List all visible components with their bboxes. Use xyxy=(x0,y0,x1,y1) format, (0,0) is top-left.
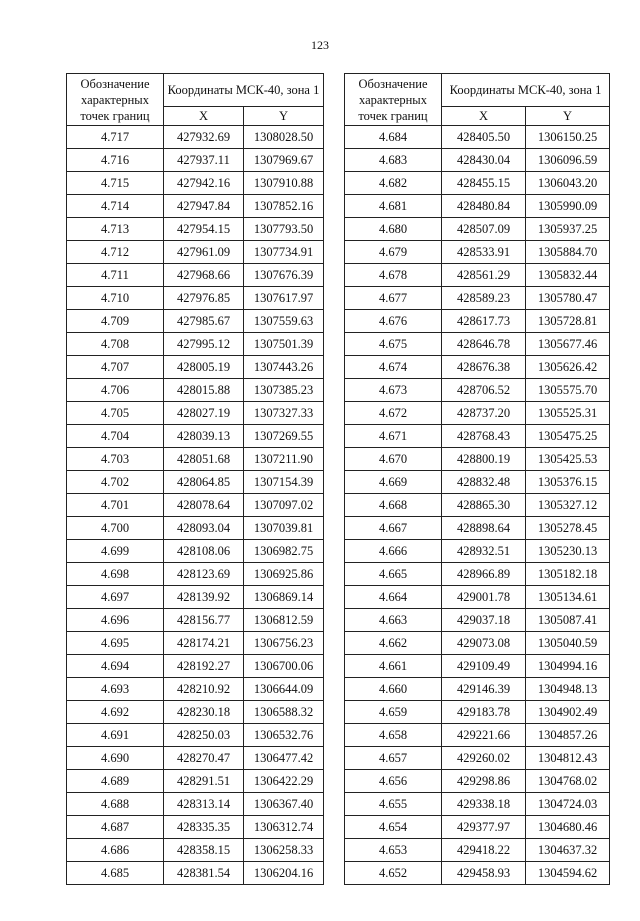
table-row xyxy=(67,609,324,632)
table-row xyxy=(345,126,610,149)
table-row xyxy=(345,655,610,678)
table-row xyxy=(345,287,610,310)
table-row xyxy=(345,471,610,494)
x-coordinate-cell: 429418.22 xyxy=(442,839,526,862)
y-coordinate-cell: 1307269.55 xyxy=(244,425,324,448)
header-y: Y xyxy=(526,107,610,126)
point-id-cell: 4.674 xyxy=(345,356,442,379)
y-coordinate-cell: 1306043.20 xyxy=(526,172,610,195)
table-row xyxy=(67,540,324,563)
table-row xyxy=(67,632,324,655)
y-coordinate-cell: 1306869.14 xyxy=(244,586,324,609)
point-id-cell: 4.655 xyxy=(345,793,442,816)
x-coordinate-cell: 428093.04 xyxy=(164,517,244,540)
point-id-cell: 4.700 xyxy=(67,517,164,540)
x-coordinate-cell: 428533.91 xyxy=(442,241,526,264)
point-id-cell: 4.714 xyxy=(67,195,164,218)
y-coordinate-cell: 1306700.06 xyxy=(244,655,324,678)
point-id-cell: 4.675 xyxy=(345,333,442,356)
point-id-cell: 4.684 xyxy=(345,126,442,149)
point-id-cell: 4.713 xyxy=(67,218,164,241)
table-row xyxy=(67,448,324,471)
y-coordinate-cell: 1306258.33 xyxy=(244,839,324,862)
y-coordinate-cell: 1307559.63 xyxy=(244,310,324,333)
x-coordinate-cell: 428800.19 xyxy=(442,448,526,471)
point-id-cell: 4.717 xyxy=(67,126,164,149)
x-coordinate-cell: 429073.08 xyxy=(442,632,526,655)
y-coordinate-cell: 1305728.81 xyxy=(526,310,610,333)
y-coordinate-cell: 1304994.16 xyxy=(526,655,610,678)
y-coordinate-cell: 1305575.70 xyxy=(526,379,610,402)
y-coordinate-cell: 1306150.25 xyxy=(526,126,610,149)
x-coordinate-cell: 428455.15 xyxy=(442,172,526,195)
table-row xyxy=(345,793,610,816)
y-coordinate-cell: 1305182.18 xyxy=(526,563,610,586)
y-coordinate-cell: 1305327.12 xyxy=(526,494,610,517)
table-row xyxy=(345,586,610,609)
y-coordinate-cell: 1304594.62 xyxy=(526,862,610,885)
point-id-cell: 4.658 xyxy=(345,724,442,747)
point-id-cell: 4.672 xyxy=(345,402,442,425)
header-y: Y xyxy=(244,107,324,126)
y-coordinate-cell: 1306982.75 xyxy=(244,540,324,563)
y-coordinate-cell: 1304724.03 xyxy=(526,793,610,816)
x-coordinate-cell: 428123.69 xyxy=(164,563,244,586)
y-coordinate-cell: 1305525.31 xyxy=(526,402,610,425)
y-coordinate-cell: 1305677.46 xyxy=(526,333,610,356)
y-coordinate-cell: 1307501.39 xyxy=(244,333,324,356)
y-coordinate-cell: 1307852.16 xyxy=(244,195,324,218)
table-row xyxy=(345,402,610,425)
x-coordinate-cell: 429109.49 xyxy=(442,655,526,678)
point-id-cell: 4.696 xyxy=(67,609,164,632)
x-coordinate-cell: 428313.14 xyxy=(164,793,244,816)
y-coordinate-cell: 1308028.50 xyxy=(244,126,324,149)
table-row xyxy=(345,747,610,770)
x-coordinate-cell: 428174.21 xyxy=(164,632,244,655)
x-coordinate-cell: 428015.88 xyxy=(164,379,244,402)
point-id-cell: 4.660 xyxy=(345,678,442,701)
point-id-cell: 4.670 xyxy=(345,448,442,471)
table-row xyxy=(345,701,610,724)
y-coordinate-cell: 1304948.13 xyxy=(526,678,610,701)
table-row xyxy=(67,747,324,770)
x-coordinate-cell: 428589.23 xyxy=(442,287,526,310)
table-row xyxy=(345,310,610,333)
y-coordinate-cell: 1305278.45 xyxy=(526,517,610,540)
table-row xyxy=(345,425,610,448)
point-id-cell: 4.669 xyxy=(345,471,442,494)
y-coordinate-cell: 1305087.41 xyxy=(526,609,610,632)
table-row xyxy=(345,540,610,563)
x-coordinate-cell: 428480.84 xyxy=(442,195,526,218)
table-row xyxy=(67,287,324,310)
y-coordinate-cell: 1307910.88 xyxy=(244,172,324,195)
x-coordinate-cell: 428335.35 xyxy=(164,816,244,839)
y-coordinate-cell: 1306096.59 xyxy=(526,149,610,172)
table-row xyxy=(67,678,324,701)
x-coordinate-cell: 427995.12 xyxy=(164,333,244,356)
x-coordinate-cell: 428966.89 xyxy=(442,563,526,586)
point-id-cell: 4.692 xyxy=(67,701,164,724)
table-row xyxy=(345,149,610,172)
table-row xyxy=(67,862,324,885)
table-row xyxy=(67,563,324,586)
table-row xyxy=(345,494,610,517)
x-coordinate-cell: 429260.02 xyxy=(442,747,526,770)
point-id-cell: 4.709 xyxy=(67,310,164,333)
point-id-cell: 4.662 xyxy=(345,632,442,655)
table-row xyxy=(67,264,324,287)
y-coordinate-cell: 1307327.33 xyxy=(244,402,324,425)
header-x: X xyxy=(442,107,526,126)
coordinates-table-left xyxy=(66,73,324,885)
y-coordinate-cell: 1304680.46 xyxy=(526,816,610,839)
table-row xyxy=(67,149,324,172)
point-id-cell: 4.691 xyxy=(67,724,164,747)
y-coordinate-cell: 1305626.42 xyxy=(526,356,610,379)
x-coordinate-cell: 429221.66 xyxy=(442,724,526,747)
y-coordinate-cell: 1306644.09 xyxy=(244,678,324,701)
point-id-cell: 4.673 xyxy=(345,379,442,402)
header-x: X xyxy=(164,107,244,126)
x-coordinate-cell: 428039.13 xyxy=(164,425,244,448)
x-coordinate-cell: 427932.69 xyxy=(164,126,244,149)
x-coordinate-cell: 428270.47 xyxy=(164,747,244,770)
y-coordinate-cell: 1305990.09 xyxy=(526,195,610,218)
table-row xyxy=(345,379,610,402)
table-row xyxy=(67,494,324,517)
x-coordinate-cell: 429338.18 xyxy=(442,793,526,816)
table-row xyxy=(67,218,324,241)
point-id-cell: 4.702 xyxy=(67,471,164,494)
y-coordinate-cell: 1307385.23 xyxy=(244,379,324,402)
point-id-cell: 4.689 xyxy=(67,770,164,793)
point-id-cell: 4.708 xyxy=(67,333,164,356)
y-coordinate-cell: 1306925.86 xyxy=(244,563,324,586)
x-coordinate-cell: 429298.86 xyxy=(442,770,526,793)
table-row xyxy=(67,356,324,379)
table-row xyxy=(345,241,610,264)
point-id-cell: 4.716 xyxy=(67,149,164,172)
x-coordinate-cell: 428832.48 xyxy=(442,471,526,494)
point-id-cell: 4.706 xyxy=(67,379,164,402)
point-id-cell: 4.694 xyxy=(67,655,164,678)
table-row xyxy=(345,770,610,793)
point-id-cell: 4.657 xyxy=(345,747,442,770)
x-coordinate-cell: 427976.85 xyxy=(164,287,244,310)
table-row xyxy=(345,172,610,195)
table-row xyxy=(67,333,324,356)
y-coordinate-cell: 1307443.26 xyxy=(244,356,324,379)
point-id-cell: 4.659 xyxy=(345,701,442,724)
table-row xyxy=(67,471,324,494)
y-coordinate-cell: 1307793.50 xyxy=(244,218,324,241)
x-coordinate-cell: 428737.20 xyxy=(442,402,526,425)
x-coordinate-cell: 428210.92 xyxy=(164,678,244,701)
table-row xyxy=(67,310,324,333)
x-coordinate-cell: 428156.77 xyxy=(164,609,244,632)
x-coordinate-cell: 428027.19 xyxy=(164,402,244,425)
y-coordinate-cell: 1305475.25 xyxy=(526,425,610,448)
point-id-cell: 4.704 xyxy=(67,425,164,448)
point-id-cell: 4.707 xyxy=(67,356,164,379)
point-id-cell: 4.677 xyxy=(345,287,442,310)
y-coordinate-cell: 1304902.49 xyxy=(526,701,610,724)
x-coordinate-cell: 429146.39 xyxy=(442,678,526,701)
y-coordinate-cell: 1304857.26 xyxy=(526,724,610,747)
x-coordinate-cell: 428561.29 xyxy=(442,264,526,287)
point-id-cell: 4.686 xyxy=(67,839,164,862)
x-coordinate-cell: 428192.27 xyxy=(164,655,244,678)
point-id-cell: 4.690 xyxy=(67,747,164,770)
table-row xyxy=(67,793,324,816)
point-id-cell: 4.681 xyxy=(345,195,442,218)
x-coordinate-cell: 428646.78 xyxy=(442,333,526,356)
x-coordinate-cell: 429183.78 xyxy=(442,701,526,724)
y-coordinate-cell: 1307969.67 xyxy=(244,149,324,172)
x-coordinate-cell: 427968.66 xyxy=(164,264,244,287)
y-coordinate-cell: 1305134.61 xyxy=(526,586,610,609)
x-coordinate-cell: 427985.67 xyxy=(164,310,244,333)
y-coordinate-cell: 1307039.81 xyxy=(244,517,324,540)
point-id-cell: 4.671 xyxy=(345,425,442,448)
point-id-cell: 4.676 xyxy=(345,310,442,333)
y-coordinate-cell: 1307676.39 xyxy=(244,264,324,287)
y-coordinate-cell: 1306532.76 xyxy=(244,724,324,747)
x-coordinate-cell: 428676.38 xyxy=(442,356,526,379)
y-coordinate-cell: 1305780.47 xyxy=(526,287,610,310)
x-coordinate-cell: 428051.68 xyxy=(164,448,244,471)
y-coordinate-cell: 1304637.32 xyxy=(526,839,610,862)
x-coordinate-cell: 429001.78 xyxy=(442,586,526,609)
x-coordinate-cell: 428250.03 xyxy=(164,724,244,747)
x-coordinate-cell: 429377.97 xyxy=(442,816,526,839)
x-coordinate-cell: 428291.51 xyxy=(164,770,244,793)
y-coordinate-cell: 1306204.16 xyxy=(244,862,324,885)
point-id-cell: 4.680 xyxy=(345,218,442,241)
y-coordinate-cell: 1307154.39 xyxy=(244,471,324,494)
header-point-designation: Обозначение характерных точек границ xyxy=(345,74,442,126)
table-row xyxy=(345,609,610,632)
table-row xyxy=(345,678,610,701)
x-coordinate-cell: 427937.11 xyxy=(164,149,244,172)
table-row xyxy=(67,172,324,195)
y-coordinate-cell: 1306422.29 xyxy=(244,770,324,793)
point-id-cell: 4.687 xyxy=(67,816,164,839)
y-coordinate-cell: 1305884.70 xyxy=(526,241,610,264)
y-coordinate-cell: 1305937.25 xyxy=(526,218,610,241)
y-coordinate-cell: 1307734.91 xyxy=(244,241,324,264)
y-coordinate-cell: 1307617.97 xyxy=(244,287,324,310)
x-coordinate-cell: 428064.85 xyxy=(164,471,244,494)
page-number: 123 xyxy=(311,38,329,52)
point-id-cell: 4.652 xyxy=(345,862,442,885)
point-id-cell: 4.688 xyxy=(67,793,164,816)
x-coordinate-cell: 428768.43 xyxy=(442,425,526,448)
x-coordinate-cell: 428507.09 xyxy=(442,218,526,241)
y-coordinate-cell: 1306367.40 xyxy=(244,793,324,816)
x-coordinate-cell: 427947.84 xyxy=(164,195,244,218)
x-coordinate-cell: 428078.64 xyxy=(164,494,244,517)
x-coordinate-cell: 428617.73 xyxy=(442,310,526,333)
x-coordinate-cell: 428405.50 xyxy=(442,126,526,149)
x-coordinate-cell: 428898.64 xyxy=(442,517,526,540)
y-coordinate-cell: 1306312.74 xyxy=(244,816,324,839)
point-id-cell: 4.703 xyxy=(67,448,164,471)
table-row xyxy=(345,356,610,379)
x-coordinate-cell: 427942.16 xyxy=(164,172,244,195)
table-row xyxy=(67,195,324,218)
point-id-cell: 4.701 xyxy=(67,494,164,517)
table-row xyxy=(345,333,610,356)
point-id-cell: 4.653 xyxy=(345,839,442,862)
table-row xyxy=(345,839,610,862)
y-coordinate-cell: 1307211.90 xyxy=(244,448,324,471)
point-id-cell: 4.697 xyxy=(67,586,164,609)
y-coordinate-cell: 1306756.23 xyxy=(244,632,324,655)
point-id-cell: 4.705 xyxy=(67,402,164,425)
point-id-cell: 4.711 xyxy=(67,264,164,287)
x-coordinate-cell: 427954.15 xyxy=(164,218,244,241)
x-coordinate-cell: 429037.18 xyxy=(442,609,526,632)
x-coordinate-cell: 427961.09 xyxy=(164,241,244,264)
table-row xyxy=(67,724,324,747)
y-coordinate-cell: 1305425.53 xyxy=(526,448,610,471)
point-id-cell: 4.683 xyxy=(345,149,442,172)
y-coordinate-cell: 1306477.42 xyxy=(244,747,324,770)
point-id-cell: 4.698 xyxy=(67,563,164,586)
point-id-cell: 4.682 xyxy=(345,172,442,195)
table-row xyxy=(67,379,324,402)
table-row xyxy=(345,632,610,655)
point-id-cell: 4.710 xyxy=(67,287,164,310)
point-id-cell: 4.667 xyxy=(345,517,442,540)
table-row xyxy=(345,218,610,241)
x-coordinate-cell: 428932.51 xyxy=(442,540,526,563)
table-row xyxy=(67,402,324,425)
point-id-cell: 4.661 xyxy=(345,655,442,678)
x-coordinate-cell: 428381.54 xyxy=(164,862,244,885)
table-row xyxy=(67,816,324,839)
table-row xyxy=(67,839,324,862)
y-coordinate-cell: 1305832.44 xyxy=(526,264,610,287)
point-id-cell: 4.665 xyxy=(345,563,442,586)
y-coordinate-cell: 1306588.32 xyxy=(244,701,324,724)
header-coordinate-system: Координаты МСК-40, зона 1 xyxy=(164,74,324,107)
point-id-cell: 4.685 xyxy=(67,862,164,885)
table-row xyxy=(67,701,324,724)
table-row xyxy=(345,264,610,287)
y-coordinate-cell: 1304768.02 xyxy=(526,770,610,793)
point-id-cell: 4.712 xyxy=(67,241,164,264)
table-row xyxy=(345,448,610,471)
point-id-cell: 4.678 xyxy=(345,264,442,287)
x-coordinate-cell: 428865.30 xyxy=(442,494,526,517)
header-point-designation: Обозначение характерных точек границ xyxy=(67,74,164,126)
table-row xyxy=(67,126,324,149)
table-row xyxy=(67,770,324,793)
x-coordinate-cell: 429458.93 xyxy=(442,862,526,885)
point-id-cell: 4.654 xyxy=(345,816,442,839)
table-row xyxy=(345,724,610,747)
point-id-cell: 4.679 xyxy=(345,241,442,264)
y-coordinate-cell: 1305230.13 xyxy=(526,540,610,563)
table-row xyxy=(67,655,324,678)
point-id-cell: 4.663 xyxy=(345,609,442,632)
point-id-cell: 4.664 xyxy=(345,586,442,609)
x-coordinate-cell: 428230.18 xyxy=(164,701,244,724)
point-id-cell: 4.693 xyxy=(67,678,164,701)
table-row xyxy=(345,862,610,885)
table-row xyxy=(67,517,324,540)
table-body-left xyxy=(67,126,324,885)
x-coordinate-cell: 428706.52 xyxy=(442,379,526,402)
table-row xyxy=(345,517,610,540)
point-id-cell: 4.695 xyxy=(67,632,164,655)
header-coordinate-system: Координаты МСК-40, зона 1 xyxy=(442,74,610,107)
x-coordinate-cell: 428430.04 xyxy=(442,149,526,172)
x-coordinate-cell: 428139.92 xyxy=(164,586,244,609)
table-body-right xyxy=(345,126,610,885)
table-row xyxy=(345,816,610,839)
point-id-cell: 4.656 xyxy=(345,770,442,793)
x-coordinate-cell: 428108.06 xyxy=(164,540,244,563)
x-coordinate-cell: 428005.19 xyxy=(164,356,244,379)
table-row xyxy=(67,241,324,264)
table-row xyxy=(67,425,324,448)
point-id-cell: 4.668 xyxy=(345,494,442,517)
table-row xyxy=(67,586,324,609)
point-id-cell: 4.666 xyxy=(345,540,442,563)
table-row xyxy=(345,195,610,218)
y-coordinate-cell: 1307097.02 xyxy=(244,494,324,517)
point-id-cell: 4.715 xyxy=(67,172,164,195)
y-coordinate-cell: 1306812.59 xyxy=(244,609,324,632)
table-row xyxy=(345,563,610,586)
y-coordinate-cell: 1305376.15 xyxy=(526,471,610,494)
y-coordinate-cell: 1305040.59 xyxy=(526,632,610,655)
x-coordinate-cell: 428358.15 xyxy=(164,839,244,862)
point-id-cell: 4.699 xyxy=(67,540,164,563)
coordinates-table-right xyxy=(344,73,610,885)
y-coordinate-cell: 1304812.43 xyxy=(526,747,610,770)
